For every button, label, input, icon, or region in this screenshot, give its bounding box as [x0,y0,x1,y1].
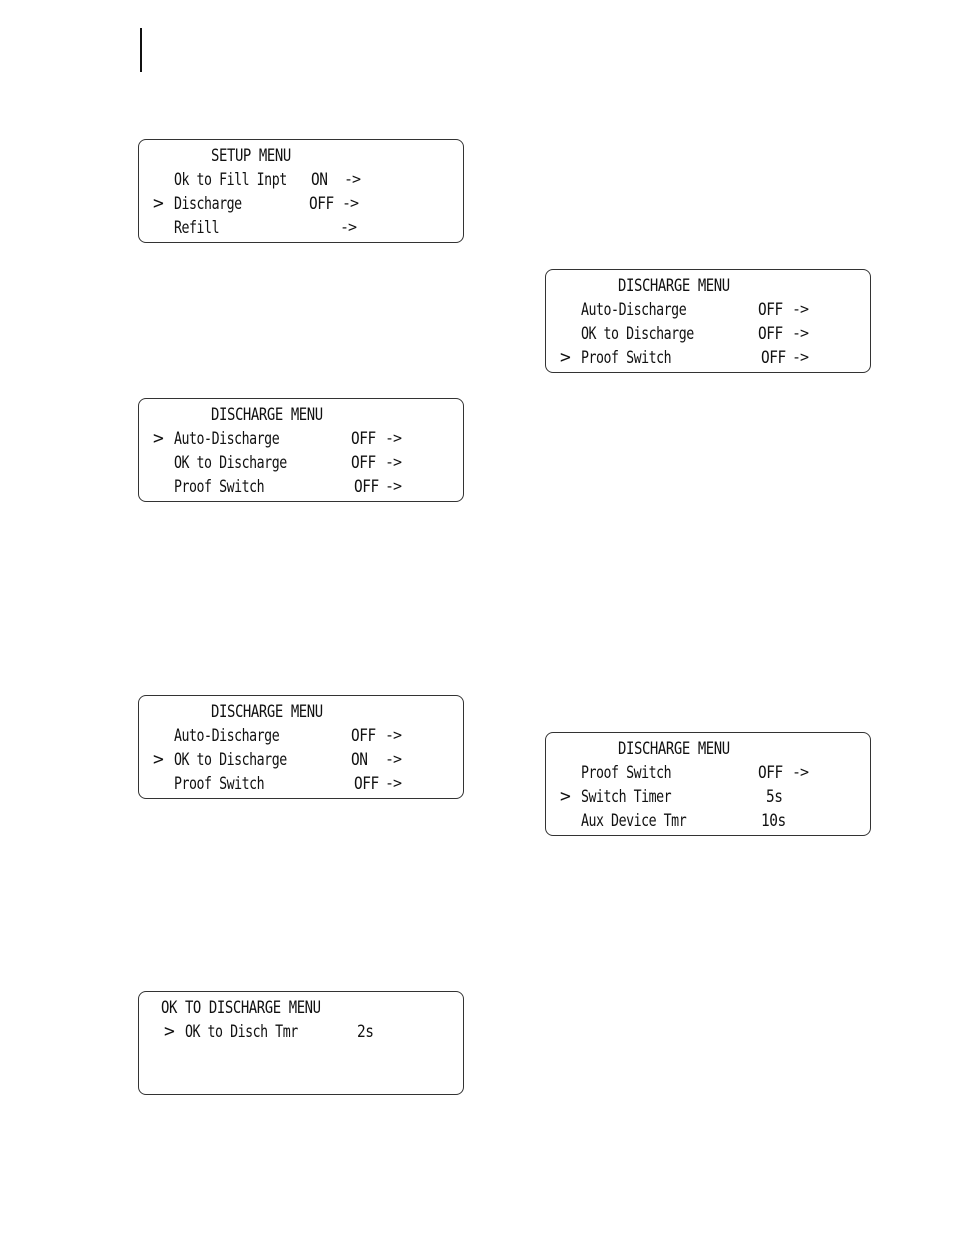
submenu-arrow: -> [385,726,402,744]
lcd-ok-to-discharge-menu [138,991,464,1095]
menu-row-refill[interactable] [139,217,463,241]
lcd-title: DISCHARGE MENU [211,702,323,722]
submenu-arrow: -> [792,348,809,366]
menu-row-discharge[interactable] [139,193,463,217]
row-value: 10s [761,811,786,831]
row-value: OFF [351,429,376,449]
lcd-title: DISCHARGE MENU [211,405,323,425]
submenu-arrow: -> [385,774,402,792]
row-label: Refill [174,218,220,238]
row-value: OFF [309,194,334,214]
lcd-discharge-menu-proof [545,269,871,373]
submenu-arrow: -> [344,170,361,188]
cursor-indicator: > [153,428,164,449]
menu-row-ok-to-discharge[interactable] [546,323,870,347]
row-label: Proof Switch [581,348,672,368]
row-value: OFF [351,453,376,473]
row-label: Switch Timer [581,787,672,807]
menu-row-aux-device-tmr[interactable] [546,810,870,834]
menu-row-auto-discharge[interactable] [139,725,463,749]
submenu-arrow: -> [385,477,402,495]
row-label: OK to Disch Tmr [185,1022,298,1042]
cursor-indicator: > [153,193,164,214]
row-value: OFF [758,763,783,783]
row-label: Discharge [174,194,242,214]
row-label: Auto-Discharge [581,300,687,320]
row-label: Auto-Discharge [174,429,280,449]
cursor-indicator: > [560,347,571,368]
lcd-title: SETUP MENU [211,146,291,166]
submenu-arrow: -> [385,429,402,447]
row-label: Proof Switch [174,477,265,497]
row-value: ON [351,750,368,770]
row-value: 5s [766,787,783,807]
lcd-discharge-menu-timer [545,732,871,836]
lcd-title: DISCHARGE MENU [618,276,730,296]
row-label: Ok to Fill Inpt [174,170,287,190]
menu-row-ok-to-fill[interactable] [139,169,463,193]
menu-row-ok-to-discharge[interactable] [139,749,463,773]
margin-rule [140,28,142,72]
lcd-title: DISCHARGE MENU [618,739,730,759]
row-label: Proof Switch [174,774,265,794]
row-label: Proof Switch [581,763,672,783]
lcd-title: OK TO DISCHARGE MENU [161,998,321,1018]
row-label: OK to Discharge [581,324,694,344]
submenu-arrow: -> [385,750,402,768]
submenu-arrow: -> [792,300,809,318]
row-value: ON [311,170,328,190]
row-value: OFF [758,300,783,320]
cursor-indicator: > [560,786,571,807]
menu-row-auto-discharge[interactable] [546,299,870,323]
row-label: Auto-Discharge [174,726,280,746]
submenu-arrow: -> [342,194,359,212]
menu-row-ok-to-discharge[interactable] [139,452,463,476]
row-value: OFF [758,324,783,344]
row-label: Aux Device Tmr [581,811,687,831]
menu-row-switch-timer[interactable] [546,786,870,810]
submenu-arrow: -> [792,324,809,342]
cursor-indicator: > [153,749,164,770]
row-label: OK to Discharge [174,750,287,770]
row-value: OFF [761,348,786,368]
lcd-discharge-menu-auto [138,398,464,502]
row-value: OFF [354,774,379,794]
menu-row-auto-discharge[interactable] [139,428,463,452]
menu-row-proof-switch[interactable] [139,773,463,797]
row-label: OK to Discharge [174,453,287,473]
menu-row-proof-switch[interactable] [546,347,870,371]
lcd-discharge-menu-ok [138,695,464,799]
menu-row-ok-to-disch-tmr[interactable] [139,1021,463,1045]
menu-row-proof-switch[interactable] [546,762,870,786]
row-value: OFF [351,726,376,746]
cursor-indicator: > [164,1021,175,1042]
submenu-arrow: -> [792,763,809,781]
submenu-arrow: -> [340,218,357,236]
lcd-setup-menu [138,139,464,243]
submenu-arrow: -> [385,453,402,471]
row-value: 2s [357,1022,374,1042]
menu-row-proof-switch[interactable] [139,476,463,500]
row-value: OFF [354,477,379,497]
